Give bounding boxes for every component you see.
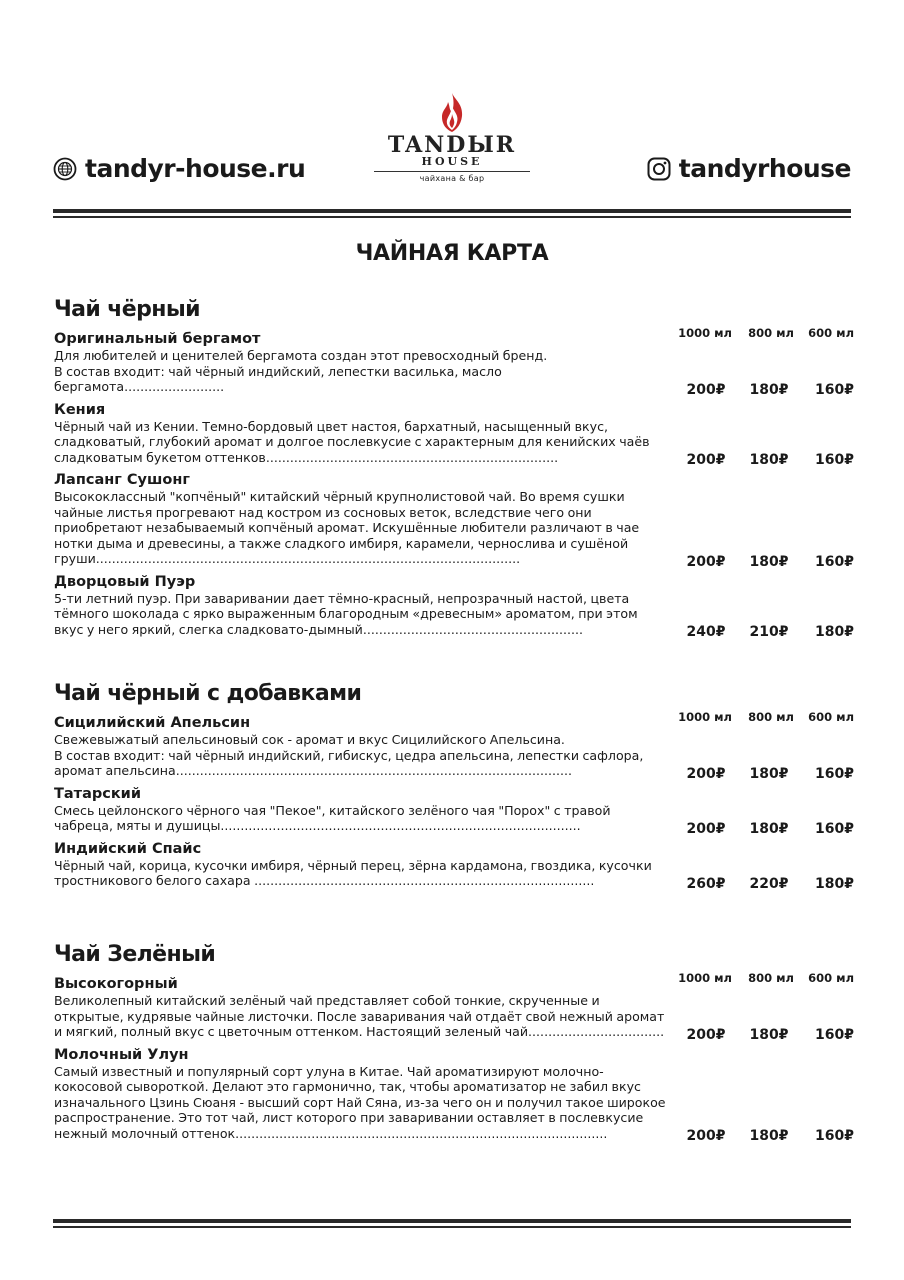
volume-label: 600 мл — [808, 971, 854, 985]
instagram-link[interactable] — [647, 154, 851, 183]
menu-item — [54, 840, 854, 892]
price-1000: 200₽ — [686, 1128, 726, 1144]
price-800: 180₽ — [749, 452, 789, 468]
item-name: Лапсанг Сушонг — [54, 472, 190, 488]
item-description: Смесь цейлонского чёрного чая "Пекое", китайского зелёного чая "Порох" с травой чабреца, мяты и душицы.......................................................................................... — [54, 802, 611, 833]
item-description: Для любителей и ценителей бергамота создан этот превосходный бренд. В состав входит: чай чёрный индийский, лепестки василька, масло бергамота......................... — [54, 348, 548, 394]
volume-label: 600 мл — [808, 710, 854, 724]
item-prices — [676, 766, 854, 782]
price-600: 160₽ — [815, 1128, 854, 1144]
item-prices — [676, 554, 854, 570]
price-600: 160₽ — [815, 1026, 854, 1043]
price-800: 180₽ — [749, 820, 789, 837]
price-600: 160₽ — [815, 820, 854, 837]
volume-label: 1000 мл — [678, 326, 732, 340]
item-name: Молочный Улун — [54, 1046, 189, 1063]
price-600: 160₽ — [815, 553, 854, 570]
volume-label: 1000 мл — [678, 710, 732, 724]
instagram-text: tandyrhouse — [678, 154, 851, 183]
menu-item — [54, 714, 854, 782]
volume-label: 600 мл — [808, 326, 854, 340]
brand-logo — [372, 92, 532, 204]
price-800: 180₽ — [749, 765, 789, 782]
item-description: Высококлассный "копчёный" китайский чёрный крупнолистовой чай. Во время сушки чайные листья прогревают над костром из сосновых веток, вследствие чего они приобретают незабываемый копчёный аромат. Искушённые любители различают в чае нотки дыма и древесины, а также сладкого имбиря, карамели, чернослива и сушёной груши.......................................................................................................... — [54, 489, 640, 566]
volume-label: 1000 мл — [678, 971, 732, 985]
menu-item — [54, 975, 854, 1043]
price-600: 180₽ — [815, 624, 854, 640]
item-name: Татарский — [54, 785, 141, 802]
price-800: 180₽ — [749, 1128, 789, 1144]
footer-divider — [53, 1219, 851, 1228]
price-1000: 200₽ — [686, 820, 726, 837]
item-prices — [676, 452, 854, 468]
price-800: 180₽ — [749, 553, 789, 570]
logo-sub: HOUSE — [421, 155, 483, 168]
price-600: 180₽ — [815, 875, 854, 892]
item-name: Кения — [54, 401, 106, 418]
item-prices — [676, 1128, 854, 1144]
item-prices — [676, 1027, 854, 1043]
price-800: 180₽ — [749, 381, 789, 398]
instagram-icon — [647, 157, 671, 181]
item-prices — [676, 382, 854, 398]
website-link[interactable] — [53, 154, 305, 183]
menu-item — [54, 330, 854, 398]
item-description: Чёрный чай, корица, кусочки имбиря, чёрный перец, зёрна кардамона, гвоздика, кусочки тростникового белого сахара ..................................................................................... — [54, 857, 652, 888]
item-description: Великолепный китайский зелёный чай представляет собой тонкие, скрученные и открытые, кудрявые чайные листочки. После заваривания чай отдаёт свой нежный аромат и мягкий, полный вкус с цветочным оттенком. Настоящий зеленый чай.................................. — [54, 993, 665, 1039]
price-1000: 240₽ — [686, 624, 726, 640]
section-title: Чай чёрный с добавками — [54, 681, 362, 706]
globe-icon — [53, 157, 77, 181]
section-green-tea — [54, 941, 854, 1144]
menu-item — [54, 401, 854, 466]
price-1000: 260₽ — [686, 875, 726, 892]
price-1000: 200₽ — [686, 381, 726, 398]
flame-icon — [437, 92, 467, 134]
price-600: 160₽ — [815, 381, 854, 398]
item-prices — [676, 876, 854, 892]
section-title: Чай чёрный — [54, 297, 200, 322]
price-600: 160₽ — [815, 765, 854, 782]
menu-item — [54, 1046, 854, 1142]
menu-item — [54, 785, 854, 837]
menu-item — [54, 471, 854, 570]
price-800: 180₽ — [749, 1026, 789, 1043]
item-name: Сицилийский Апельсин — [54, 715, 251, 731]
item-name: Индийский Спайс — [54, 840, 202, 857]
volume-label: 800 мл — [748, 710, 794, 724]
price-1000: 200₽ — [686, 1026, 726, 1043]
header-divider — [53, 209, 851, 218]
price-1000: 200₽ — [686, 765, 726, 782]
volume-label: 800 мл — [748, 971, 794, 985]
price-600: 160₽ — [815, 452, 854, 468]
website-text: tandyr-house.ru — [85, 154, 306, 183]
price-800: 210₽ — [749, 624, 789, 640]
item-name: Дворцовый Пуэр — [54, 573, 196, 590]
price-1000: 200₽ — [686, 553, 726, 570]
section-title: Чай Зелёный — [54, 942, 216, 967]
section-black-tea — [54, 296, 854, 640]
logo-tagline: чайхана & бар — [419, 174, 485, 183]
item-name: Высокогорный — [54, 976, 178, 992]
item-description: Свежевыжатый апельсиновый сок - аромат и вкус Сицилийского Апельсина. В состав входит: чай чёрный индийский, гибискус, цедра апельсина, лепестки сафлора, аромат апельсина................................................................................................... — [54, 732, 644, 778]
item-prices — [676, 624, 854, 640]
item-name: Оригинальный бергамот — [54, 331, 261, 347]
volume-label: 800 мл — [748, 326, 794, 340]
menu-item — [54, 573, 854, 638]
logo-divider — [374, 171, 530, 172]
item-prices — [676, 821, 854, 837]
item-description: Самый известный и популярный сорт улуна в Китае. Чай ароматизируют молочно- кокосовой сывороткой. Делают это гармонично, так, чтобы ароматизатор не забил вкус изначального Цзинь Сюаня - высший сорт Най Сяна, из-за чего он и получил такое широкое распространение. Это тот чай, лист которого при заваривании оставляет в послевкусие нежный молочный оттенок............................................................................................. — [54, 1063, 666, 1141]
item-description: 5-ти летний пуэр. При заваривании дает тёмно-красный, непрозрачный настой, цвета тёмного шоколада с ярко выраженным благородным «древесным» ароматом, при этом вкус у него яркий, слегка сладковато-дымный....................................................... — [54, 590, 638, 637]
price-1000: 200₽ — [686, 452, 726, 468]
section-black-tea-blends — [54, 680, 854, 892]
page-title: ЧАЙНАЯ КАРТА — [355, 241, 549, 266]
price-800: 220₽ — [749, 875, 789, 892]
item-description: Чёрный чай из Кении. Темно-бордовый цвет настоя, бархатный, насыщенный вкус, сладковатый, глубокий аромат и долгое послевкусие с характерным для кенийских чаёв сладковатым букетом оттенков......................................................................... — [54, 418, 650, 465]
logo-name: TANDЫR — [387, 132, 517, 158]
